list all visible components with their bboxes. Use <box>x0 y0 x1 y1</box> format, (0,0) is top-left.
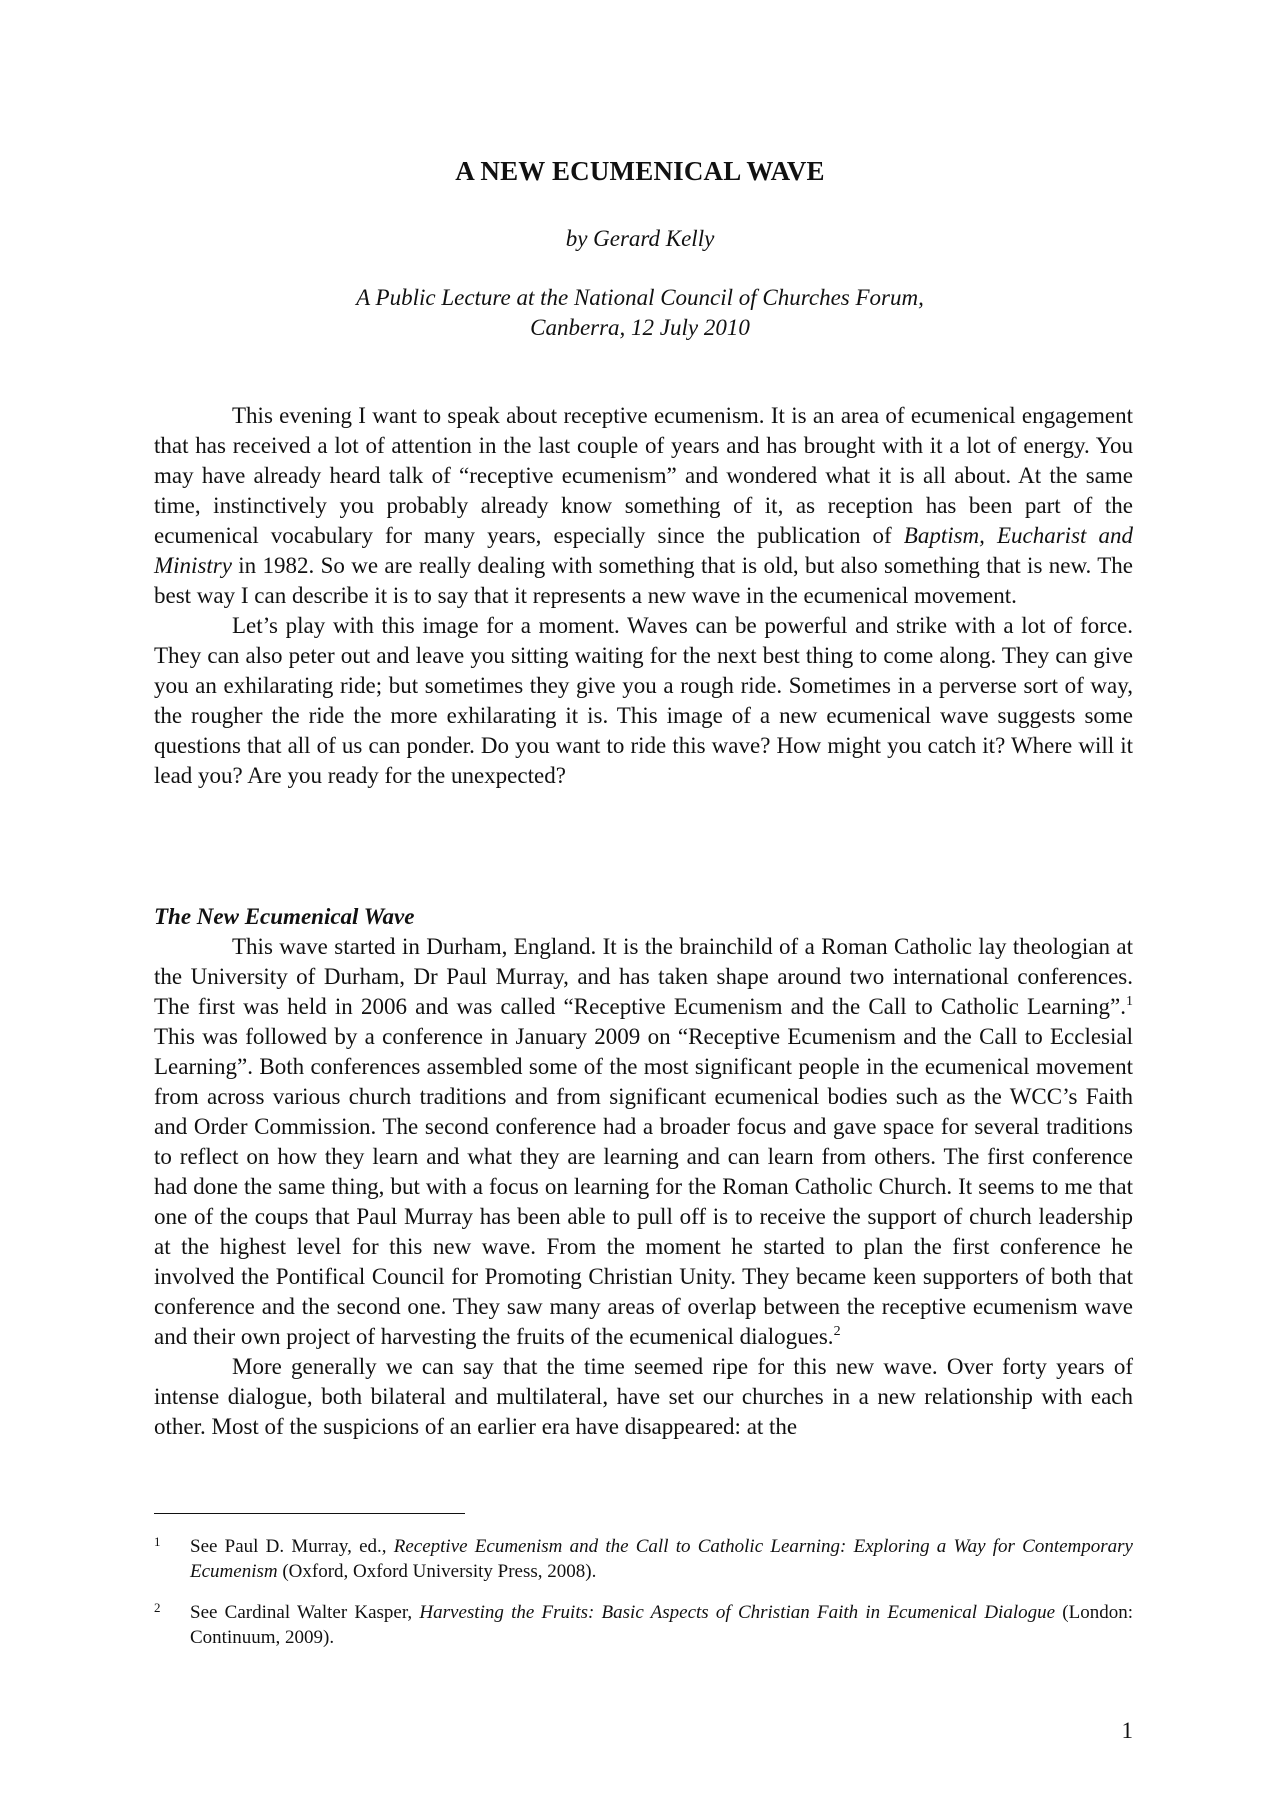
footnote-number: 2 <box>154 1600 161 1615</box>
event-details <box>0 283 1280 343</box>
event-line-2: Canberra, 12 July 2010 <box>530 315 750 340</box>
paragraph <box>154 932 1133 1352</box>
footnote <box>154 1600 1133 1650</box>
footnote-reference: 2 <box>833 1324 841 1339</box>
text-run: (London: Continuum, 2009). <box>190 1602 1133 1648</box>
text-run: in 1982. So we are really dealing with something that is old, but also something that is new. The best way I can describe it is to say that it represents a new wave in the ecumenical movement. <box>154 553 1133 608</box>
paragraph <box>154 401 1133 611</box>
text-run: Let’s play with this image for a moment. Waves can be powerful and strike with a lot of force. They can also peter out and leave you sitting waiting for the next best thing to come along. They can give you an exhilarating ride; but sometimes they give you a rough ride. Sometimes in a perverse sort of way, the rougher the ride the more exhilarating it is. This image of a new ecumenical wave suggests some questions that all of us can ponder. Do you want to ride this wave? How might you catch it? Where will it lead you? Are you ready for the unexpected? <box>154 613 1133 788</box>
text-run: See Cardinal Walter Kasper, <box>190 1602 420 1623</box>
paragraph <box>154 1352 1133 1442</box>
event-line-1: A Public Lecture at the National Council of Churches Forum, <box>356 285 924 310</box>
section-heading: The New Ecumenical Wave <box>154 904 415 929</box>
document-title: A NEW ECUMENICAL WAVE <box>455 156 825 186</box>
paragraph <box>154 611 1133 791</box>
italic-text: Receptive Ecumenism and the Call to Catholic Learning: Exploring a Way for Contemporary Ecumenism <box>190 1536 1133 1582</box>
section-body <box>154 932 1133 1442</box>
italic-text: Baptism, Eucharist and Ministry <box>154 523 1133 578</box>
footnote <box>154 1534 1133 1584</box>
text-run: This evening I want to speak about receptive ecumenism. It is an area of ecumenical engagement that has received a lot of attention in the last couple of years and has brought with it a lot of energy. You may have already heard talk of “receptive ecumenism” and wondered what it is all about. At the same time, instinctively you probably already know something of it, as reception has been part of the ecumenical vocabulary for many years, especially since the publication of <box>154 403 1133 548</box>
page-number: 1 <box>1121 1718 1133 1743</box>
text-run: See Paul D. Murray, ed., <box>190 1536 394 1557</box>
text-run: This wave started in Durham, England. It is the brainchild of a Roman Catholic lay theologian at the University of Durham, Dr Paul Murray, and has taken shape around two international conferences. The first was held in 2006 and was called “Receptive Ecumenism and the Call to Catholic Learning”. <box>154 934 1133 1019</box>
text-run: (Oxford, Oxford University Press, 2008). <box>277 1561 597 1582</box>
intro-section <box>154 401 1133 791</box>
footnotes <box>154 1534 1133 1666</box>
footnote-divider <box>154 1513 465 1514</box>
text-run: This was followed by a conference in January 2009 on “Receptive Ecumenism and the Call to Ecclesial Learning”. Both conferences assembled some of the most significant people in the ecumenical movement from across various church traditions and from significant ecumenical bodies such as the WCC’s Faith and Order Commission. The second conference had a broader focus and gave space for several traditions to reflect on how they learn and what they are learning and can learn from others. The first conference had done the same thing, but with a focus on learning for the Roman Catholic Church. It seems to me that one of the coups that Paul Murray has been able to pull off is to receive the support of church leadership at the highest level for this new wave. From the moment he started to plan the first conference he involved the Pontifical Council for Promoting Christian Unity. They became keen supporters of both that conference and the second one. They saw many areas of overlap between the receptive ecumenism wave and their own project of harvesting the fruits of the ecumenical dialogues. <box>154 1024 1133 1349</box>
footnote-number: 1 <box>154 1534 161 1549</box>
italic-text: Harvesting the Fruits: Basic Aspects of Christian Faith in Ecumenical Dialogue <box>419 1602 1056 1623</box>
author-byline: by Gerard Kelly <box>565 226 715 251</box>
text-run: More generally we can say that the time seemed ripe for this new wave. Over forty years of intense dialogue, both bilateral and multilateral, have set our churches in a new relationship with each other. Most of the suspicions of an earlier era have disappeared: at the <box>154 1354 1133 1439</box>
footnote-reference: 1 <box>1126 994 1133 1009</box>
